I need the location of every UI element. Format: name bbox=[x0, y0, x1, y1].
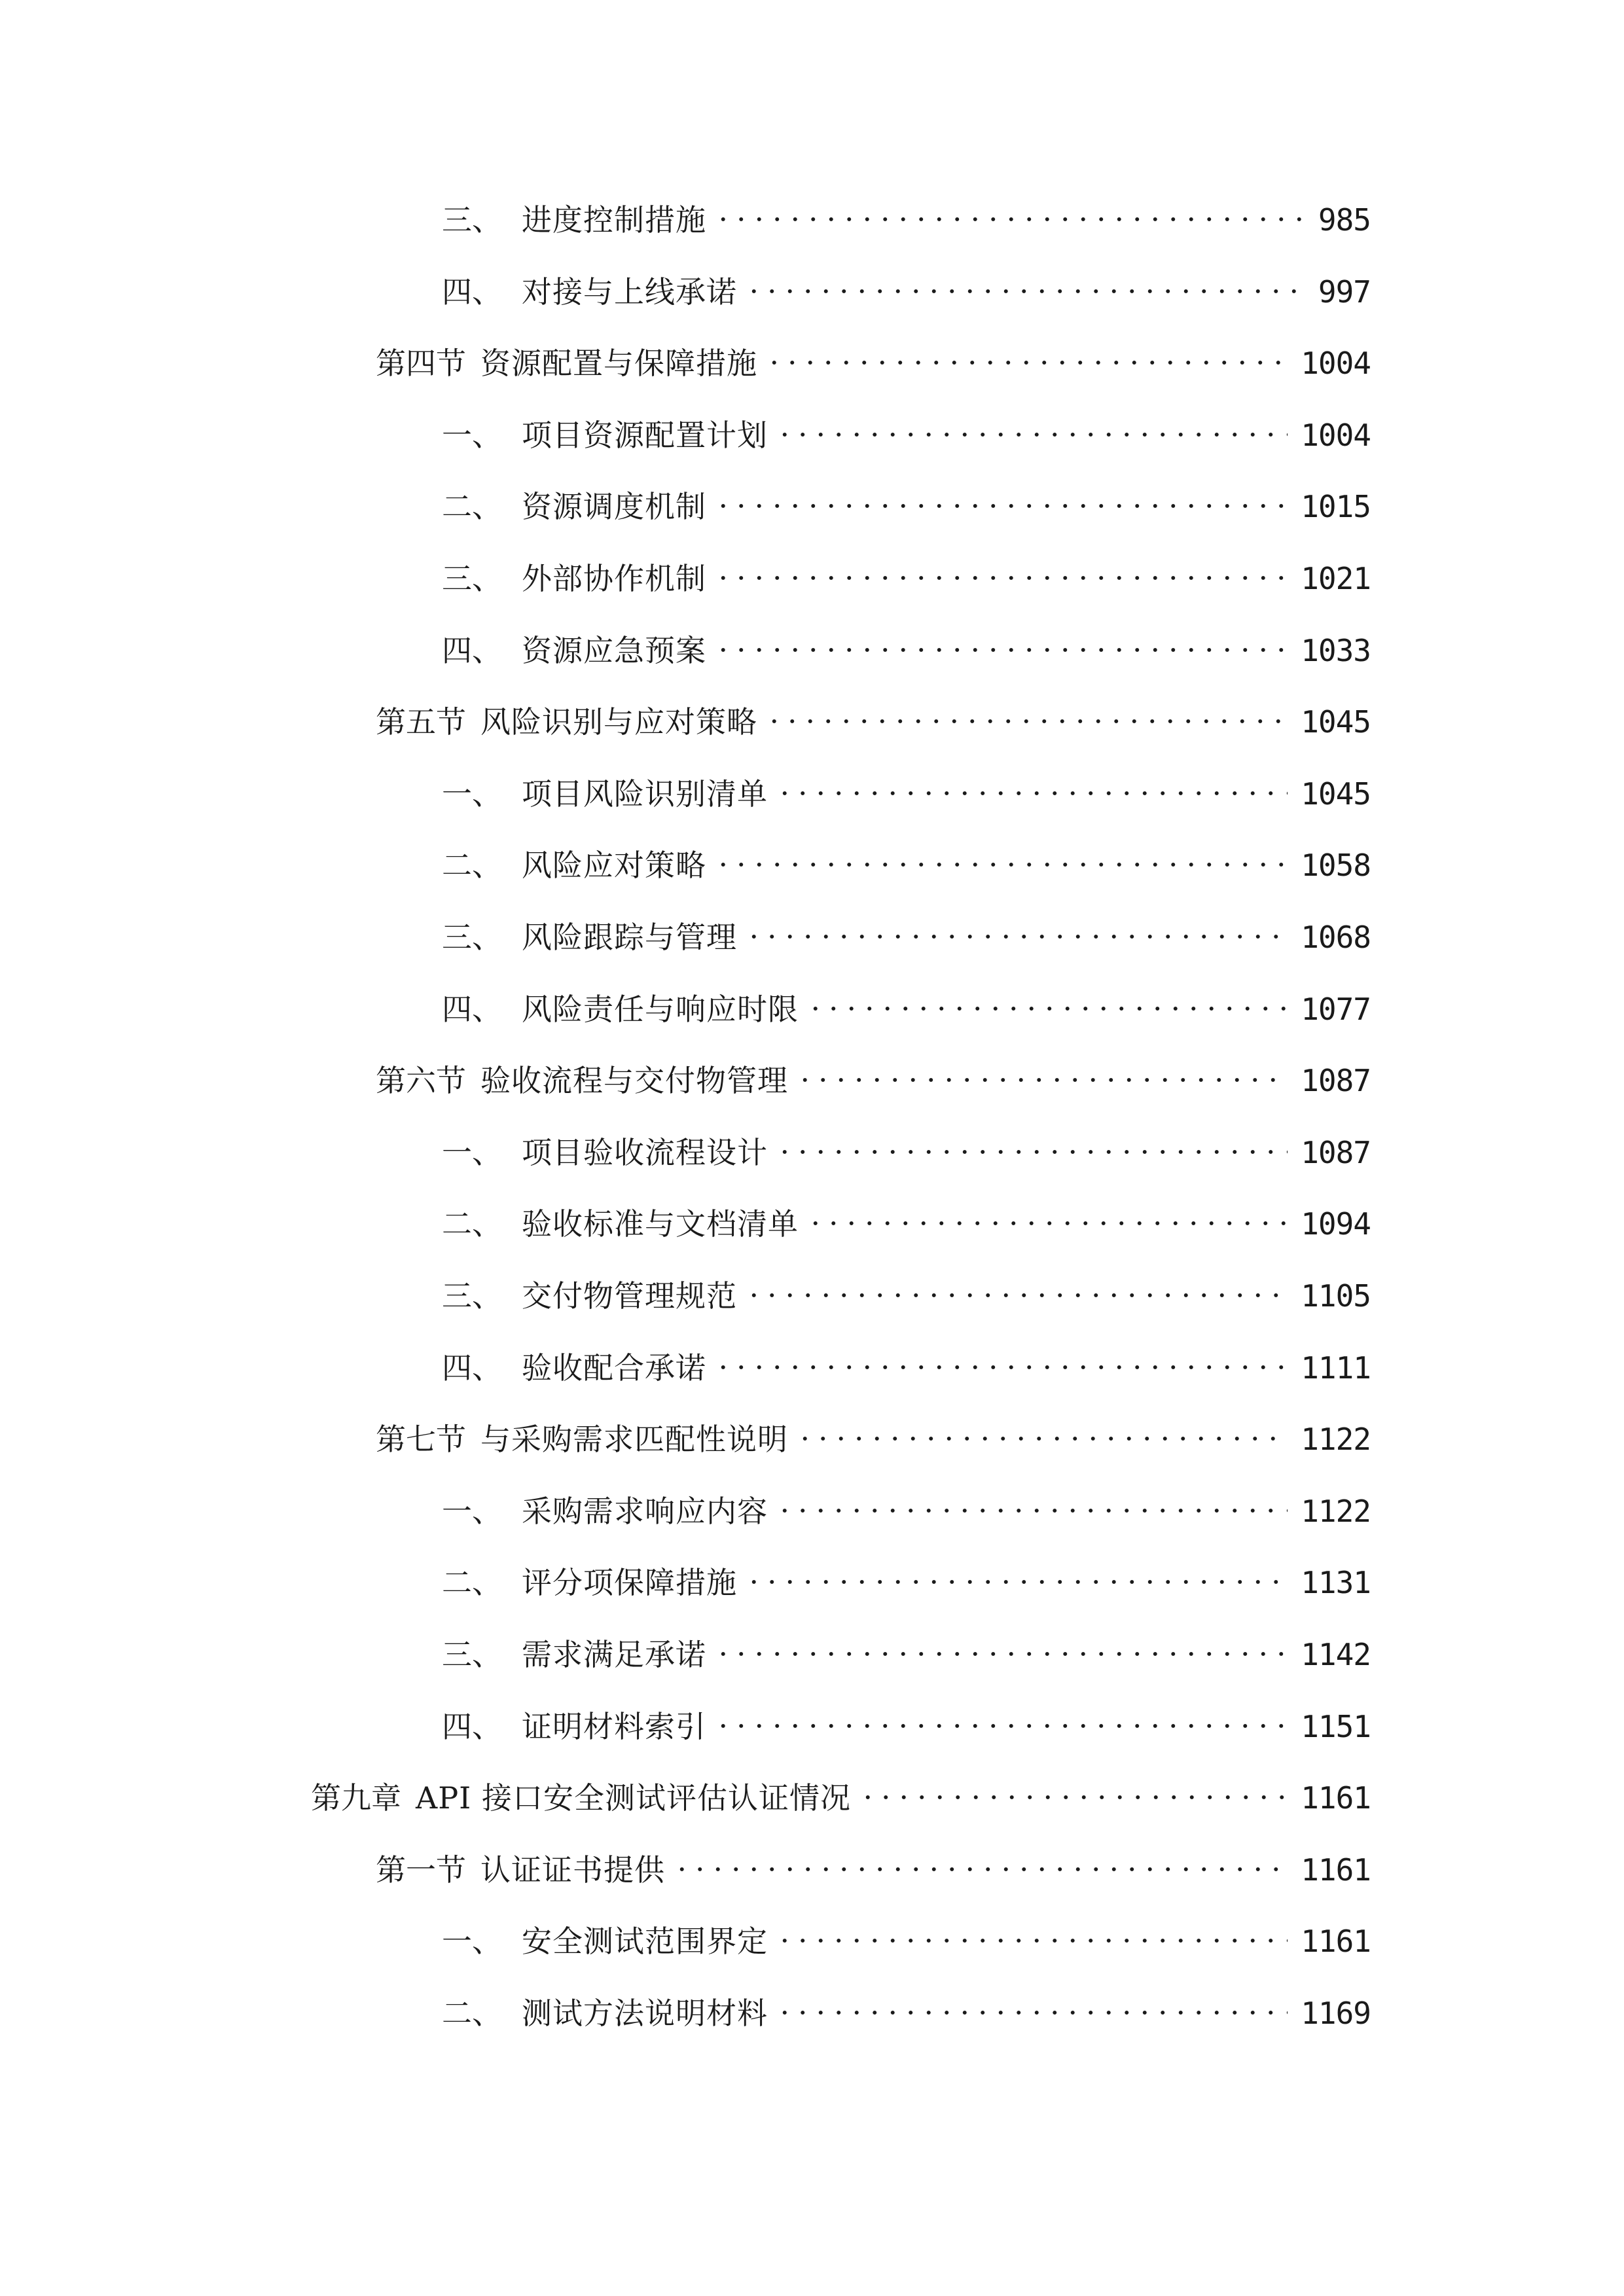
toc-title: 资源调度机制 bbox=[522, 489, 706, 525]
toc-page-number: 1015 bbox=[1301, 489, 1371, 525]
toc-page-number: 1021 bbox=[1301, 561, 1371, 596]
toc-title: 风险责任与响应时限 bbox=[522, 991, 799, 1027]
toc-ordinal: 一、 bbox=[442, 776, 502, 812]
toc-title: 项目验收流程设计 bbox=[522, 1134, 768, 1170]
toc-ordinal: 四、 bbox=[442, 632, 502, 668]
toc-row bbox=[0, 262, 1624, 321]
toc-row bbox=[0, 406, 1624, 465]
toc-ordinal: 二、 bbox=[442, 1996, 502, 2031]
toc-title: 风险应对策略 bbox=[522, 848, 706, 884]
toc-title: API 接口安全测试评估认证情况 bbox=[416, 1780, 851, 1816]
toc-row bbox=[0, 1123, 1624, 1182]
toc-entry-item[interactable] bbox=[442, 764, 1371, 823]
toc-ordinal: 三、 bbox=[442, 1278, 502, 1314]
toc-entry-item[interactable] bbox=[442, 1697, 1371, 1756]
toc-row bbox=[0, 1194, 1624, 1253]
toc-page-number: 1161 bbox=[1301, 1924, 1371, 1960]
dot-leader bbox=[765, 717, 1288, 726]
toc-entry-item[interactable] bbox=[442, 908, 1371, 967]
toc-row bbox=[0, 1768, 1624, 1827]
toc-row bbox=[0, 836, 1624, 895]
toc-title: 采购需求响应内容 bbox=[522, 1493, 768, 1529]
dot-leader bbox=[714, 860, 1288, 869]
toc-row bbox=[0, 334, 1624, 393]
toc-entry-item[interactable] bbox=[442, 1553, 1371, 1612]
toc-ordinal: 四、 bbox=[442, 991, 502, 1027]
toc-ordinal: 一、 bbox=[442, 1493, 502, 1529]
toc-page-number: 1169 bbox=[1301, 1996, 1371, 2031]
dot-leader bbox=[714, 645, 1288, 655]
toc-row bbox=[0, 1410, 1624, 1469]
toc-title: 评分项保障措施 bbox=[522, 1565, 737, 1601]
toc-ordinal: 一、 bbox=[442, 1924, 502, 1960]
toc-title: 需求满足承诺 bbox=[522, 1637, 706, 1672]
toc-ordinal: 二、 bbox=[442, 489, 502, 525]
toc-entry-section[interactable] bbox=[376, 1840, 1371, 1899]
toc-row bbox=[0, 1482, 1624, 1541]
toc-section-label: 第五节 bbox=[376, 704, 466, 740]
toc-ordinal: 四、 bbox=[442, 1350, 502, 1386]
toc-section-label: 第一节 bbox=[376, 1852, 466, 1888]
toc-row bbox=[0, 1912, 1624, 1971]
toc-entry-item[interactable] bbox=[442, 1194, 1371, 1253]
dot-leader bbox=[714, 1721, 1288, 1731]
dot-leader bbox=[745, 1577, 1288, 1587]
toc-entry-section[interactable] bbox=[376, 334, 1371, 393]
toc-entry-item[interactable] bbox=[442, 621, 1371, 680]
toc-row bbox=[0, 1984, 1624, 2043]
toc-entry-chapter[interactable] bbox=[311, 1768, 1371, 1827]
dot-leader bbox=[859, 1793, 1288, 1802]
toc-chapter-label: 第九章 bbox=[311, 1780, 401, 1816]
toc-row bbox=[0, 477, 1624, 536]
toc-row bbox=[0, 980, 1624, 1039]
toc-page-number: 1087 bbox=[1301, 1134, 1371, 1170]
toc-ordinal: 二、 bbox=[442, 1206, 502, 1242]
dot-leader bbox=[765, 358, 1288, 367]
dot-leader bbox=[714, 573, 1288, 583]
toc-ordinal: 三、 bbox=[442, 1637, 502, 1672]
toc-entry-item[interactable] bbox=[442, 549, 1371, 608]
toc-row bbox=[0, 908, 1624, 967]
toc-title: 认证证书提供 bbox=[480, 1852, 665, 1888]
toc-section-label: 第七节 bbox=[376, 1422, 466, 1458]
toc-title: 项目风险识别清单 bbox=[522, 776, 768, 812]
toc-page-number: 1131 bbox=[1301, 1565, 1371, 1601]
dot-leader bbox=[714, 1363, 1288, 1372]
toc-title: 验收配合承诺 bbox=[522, 1350, 706, 1386]
toc-entry-item[interactable] bbox=[442, 980, 1371, 1039]
toc-ordinal: 一、 bbox=[442, 1134, 502, 1170]
toc-entry-item[interactable] bbox=[442, 1266, 1371, 1325]
toc-title: 对接与上线承诺 bbox=[522, 274, 737, 310]
toc-ordinal: 三、 bbox=[442, 202, 502, 238]
toc-page-number: 985 bbox=[1318, 202, 1371, 238]
toc-page-number: 1161 bbox=[1301, 1852, 1371, 1888]
toc-page-number: 1045 bbox=[1301, 776, 1371, 812]
toc-page-number: 1004 bbox=[1301, 417, 1371, 453]
toc-ordinal: 一、 bbox=[442, 417, 502, 453]
dot-leader bbox=[776, 789, 1288, 798]
dot-leader bbox=[745, 932, 1288, 941]
dot-leader bbox=[776, 1506, 1288, 1515]
toc-entry-item[interactable] bbox=[442, 262, 1371, 321]
dot-leader bbox=[796, 1434, 1288, 1443]
dot-leader bbox=[714, 215, 1305, 224]
toc-entry-item[interactable] bbox=[442, 836, 1371, 895]
toc-entry-item[interactable] bbox=[442, 190, 1371, 249]
toc-page-number: 1122 bbox=[1301, 1422, 1371, 1458]
dot-leader bbox=[776, 1147, 1288, 1157]
toc-row bbox=[0, 1553, 1624, 1612]
toc-page-number: 1058 bbox=[1301, 848, 1371, 884]
toc-row bbox=[0, 1840, 1624, 1899]
toc-ordinal: 三、 bbox=[442, 920, 502, 955]
toc-ordinal: 二、 bbox=[442, 1565, 502, 1601]
dot-leader bbox=[776, 2008, 1288, 2017]
toc-title: 风险识别与应对策略 bbox=[480, 704, 757, 740]
dot-leader bbox=[806, 1004, 1288, 1013]
toc-section-label: 第四节 bbox=[376, 346, 466, 382]
toc-page-number: 1077 bbox=[1301, 991, 1371, 1027]
toc-title: 交付物管理规范 bbox=[522, 1278, 737, 1314]
dot-leader bbox=[714, 501, 1288, 511]
toc-title: 与采购需求匹配性说明 bbox=[480, 1422, 788, 1458]
toc-ordinal: 四、 bbox=[442, 1708, 502, 1744]
toc-title: 验收流程与交付物管理 bbox=[480, 1063, 788, 1099]
toc-row bbox=[0, 1625, 1624, 1684]
toc-entry-item[interactable] bbox=[442, 477, 1371, 536]
toc-row bbox=[0, 621, 1624, 680]
dot-leader bbox=[745, 287, 1305, 296]
toc-entry-item[interactable] bbox=[442, 1338, 1371, 1397]
toc-page-number: 1004 bbox=[1301, 346, 1371, 382]
toc-row bbox=[0, 764, 1624, 823]
toc-entry-item[interactable] bbox=[442, 1912, 1371, 1971]
toc-section-label: 第六节 bbox=[376, 1063, 466, 1099]
toc-row bbox=[0, 692, 1624, 751]
toc-page-number: 1142 bbox=[1301, 1637, 1371, 1672]
toc-title: 证明材料索引 bbox=[522, 1708, 706, 1744]
toc-title: 项目资源配置计划 bbox=[522, 417, 768, 453]
dot-leader bbox=[806, 1219, 1288, 1228]
toc-page-number: 1033 bbox=[1301, 632, 1371, 668]
toc-page-number: 1045 bbox=[1301, 704, 1371, 740]
dot-leader bbox=[776, 430, 1288, 439]
toc-title: 测试方法说明材料 bbox=[522, 1996, 768, 2031]
toc-row bbox=[0, 1697, 1624, 1756]
toc-entry-item[interactable] bbox=[442, 1482, 1371, 1541]
toc-page-number: 1105 bbox=[1301, 1278, 1371, 1314]
dot-leader bbox=[673, 1865, 1288, 1874]
toc-page-number: 1161 bbox=[1301, 1780, 1371, 1816]
toc-row bbox=[0, 1338, 1624, 1397]
toc-page-number: 1111 bbox=[1301, 1350, 1371, 1386]
toc-ordinal: 四、 bbox=[442, 274, 502, 310]
toc-entry-section[interactable] bbox=[376, 1051, 1371, 1110]
toc-title: 资源配置与保障措施 bbox=[480, 346, 757, 382]
toc-page-number: 1068 bbox=[1301, 920, 1371, 955]
toc-row bbox=[0, 549, 1624, 608]
toc-ordinal: 三、 bbox=[442, 561, 502, 596]
toc-row bbox=[0, 1266, 1624, 1325]
toc-title: 资源应急预案 bbox=[522, 632, 706, 668]
toc-entry-item[interactable] bbox=[442, 1123, 1371, 1182]
toc-entry-section[interactable] bbox=[376, 1410, 1371, 1469]
toc-title: 风险跟踪与管理 bbox=[522, 920, 737, 955]
toc-entry-item[interactable] bbox=[442, 1625, 1371, 1684]
dot-leader bbox=[714, 1649, 1288, 1659]
toc-title: 安全测试范围界定 bbox=[522, 1924, 768, 1960]
dot-leader bbox=[745, 1291, 1288, 1300]
toc-entry-item[interactable] bbox=[442, 406, 1371, 465]
toc-page-number: 1122 bbox=[1301, 1493, 1371, 1529]
toc-title: 外部协作机制 bbox=[522, 561, 706, 596]
toc-title: 验收标准与文档清单 bbox=[522, 1206, 799, 1242]
toc-row bbox=[0, 190, 1624, 249]
toc-entry-section[interactable] bbox=[376, 692, 1371, 751]
toc-page-number: 1094 bbox=[1301, 1206, 1371, 1242]
toc-page-number: 997 bbox=[1318, 274, 1371, 310]
toc-ordinal: 二、 bbox=[442, 848, 502, 884]
toc-entry-item[interactable] bbox=[442, 1984, 1371, 2043]
toc-title: 进度控制措施 bbox=[522, 202, 706, 238]
toc-row bbox=[0, 1051, 1624, 1110]
toc-page-number: 1087 bbox=[1301, 1063, 1371, 1099]
dot-leader bbox=[776, 1936, 1288, 1945]
dot-leader bbox=[796, 1075, 1288, 1085]
toc-page-number: 1151 bbox=[1301, 1708, 1371, 1744]
